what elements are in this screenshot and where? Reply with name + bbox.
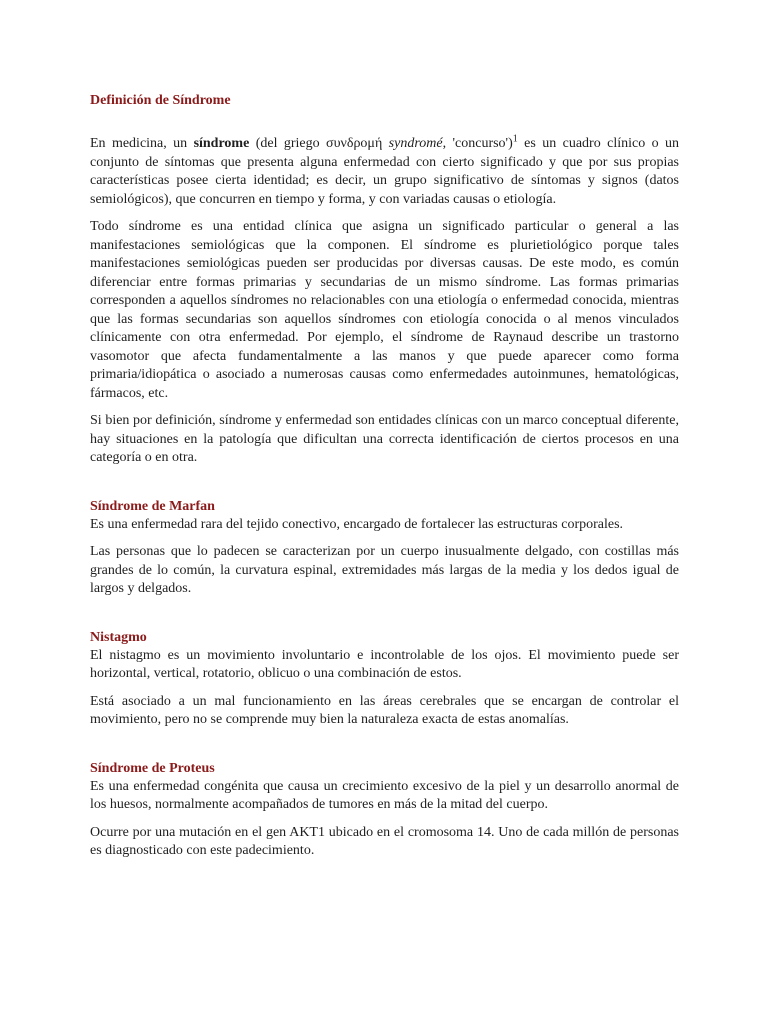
greek-term: syndromé [388, 136, 443, 151]
term-sindrome: síndrome [193, 136, 250, 151]
intro-text-d: es un cuadro clínico o un conjunto de síntomas que presenta alguna enfermedad con cierto significado y que por sus propias características posee cierta identidad; es decir, un grupo significativo de síntomas y signos (datos semiológicos), que concurren en tiempo y forma, y con variadas causas o etiología. [90, 136, 679, 207]
section-heading: Síndrome de Proteus [90, 760, 215, 776]
section-paragraph: Es una enfermedad congénita que causa un crecimiento excesivo de la piel y un desarrollo anormal de los huesos, normalmente acompañados de tumores en más de la mitad del cuerpo. [90, 778, 679, 812]
section-proteus [90, 760, 679, 861]
section-paragraph: Está asociado a un mal funcionamiento en las áreas cerebrales que se encargan de controlar el movimiento, pero no se comprende muy bien la naturaleza exacta de estas anomalías. [90, 693, 679, 727]
intro-paragraph-2: Todo síndrome es una entidad clínica que asigna un significado particular o general a las manifestaciones semiológicas que la componen. El síndrome es plurietiológico porque tales manifestaciones semiológicas pueden ser producidas por diversas causas. De este modo, es común diferenciar entre formas primarias y secundarias de un mismo síndrome. Las formas primarias corresponden a aquellos síndromes no relacionables con una etiología o enfermedad conocida, mientras que las formas secundarias son aquellos síndromes con etiología conocida o al menos vinculados clínicamente con otra enfermedad. Por ejemplo, el síndrome de Raynaud describe un trastorno vasomotor que afecta fundamentalmente a las manos y que puede aparecer como forma primaria/idiopática o asociado a numerosas causas como enfermedades autoinmunes, hematológicas, fármacos, etc. [90, 219, 679, 401]
intro-text-a: En medicina, un [90, 136, 194, 151]
section-marfan [90, 498, 679, 599]
section-paragraph: El nistagmo es un movimiento involuntario e incontrolable de los ojos. El movimiento puede ser horizontal, vertical, rotatorio, oblicuo o una combinación de estos. [90, 647, 679, 681]
section-heading: Nistagmo [90, 629, 147, 645]
section-paragraph: Es una enfermedad rara del tejido conectivo, encargado de fortalecer las estructuras corporales. [90, 516, 624, 532]
footnote-ref[interactable]: 1 [512, 133, 518, 145]
intro-text-b: (del griego συνδρομή [249, 136, 389, 151]
page-title: Definición de Síndrome [90, 93, 231, 108]
section-nistagmo [90, 629, 679, 730]
intro-paragraph-3: Si bien por definición, síndrome y enfermedad son entidades clínicas con un marco conceptual diferente, hay situaciones en la patología que dificultan una correcta identificación de ciertos procesos en una categoría o en otra. [90, 413, 679, 465]
document-page [90, 92, 679, 861]
intro-paragraph-1 [90, 135, 679, 209]
section-paragraph: Las personas que lo padecen se caracterizan por un cuerpo inusualmente delgado, con costillas más grandes de lo común, la curvatura espinal, extremidades más largas de la media y los dedos igual de largos y delgados. [90, 544, 679, 596]
intro-text-c: , 'concurso') [442, 136, 513, 151]
section-paragraph: Ocurre por una mutación en el gen AKT1 ubicado en el cromosoma 14. Uno de cada millón de personas es diagnosticado con este padecimiento. [90, 824, 679, 858]
section-heading: Síndrome de Marfan [90, 498, 215, 514]
